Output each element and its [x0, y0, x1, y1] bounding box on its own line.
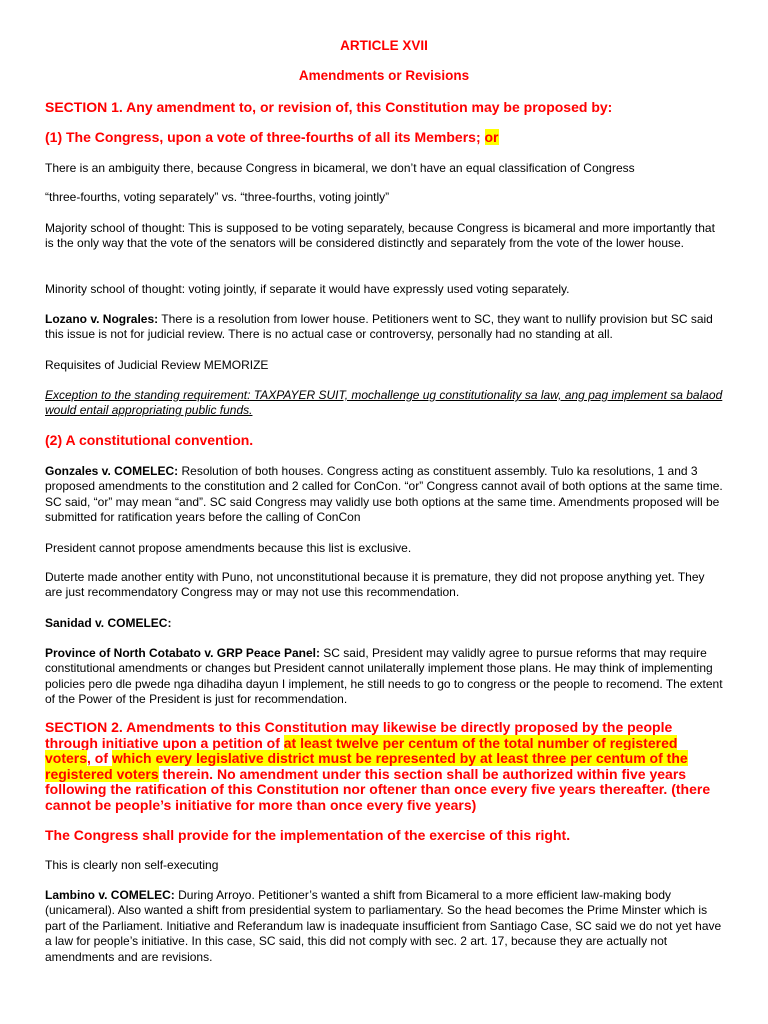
case-name: Province of North Cotabato v. GRP Peace Panel: — [45, 646, 320, 660]
paragraph-president: President cannot propose amendments because this list is exclusive. — [45, 541, 412, 555]
section2-heading — [45, 720, 723, 814]
item2-heading: (2) A constitutional convention. — [45, 432, 254, 448]
case-text: Resolution of both houses. Congress acting as constituent assembly. Tulo ka resolutions, 1 and 3 proposed amendments to the constitution and 2 called for ConCon. “or” Congress cannot avail of both options at the same time. SC said, “or” may mean “and”. SC said Congress may validly use both options at the same time. Amendments proposed will be submitted for ratification years before the calling of ConCon — [45, 464, 723, 525]
item1-text: (1) The Congress, upon a vote of three-fourths of all its Members; — [45, 129, 485, 145]
case-text: SC said, President may validly agree to pursue reforms that may require constitutional amendments or changes but President cannot unilaterally implement those plans. He may think of implementing policies pero dle pwede nga dihadiha dayun I implement, he still needs to go to congress or the people to recomend. The extent of the Power of the President is just for recommendation. — [45, 646, 723, 707]
case-lozano — [45, 312, 723, 343]
case-name: Lozano v. Nograles: — [45, 312, 159, 326]
paragraph-duterte: Duterte made another entity with Puno, not unconstitutional because it is premature, they did not propose anything yet. They are just recommendatory Congress may or may not use this recommendation. — [45, 570, 705, 600]
case-text: During Arroyo. Petitioner’s wanted a shift from Bicameral to a more efficient law-making body (unicameral). Also wanted a shift from presidential system to parliamentary. So the head becomes the Prime Minster which is part of the Parliament. Initiative and Referandum law is inadequate insufficient from Santiago Case, SC said we do not yet have a law for people’s initiative. In this case, SC said, this did not comply with sec. 2 art. 17, because they are actually not amendments and are revisions. — [45, 888, 722, 964]
item1-or-highlight: or — [484, 129, 499, 145]
paragraph-nonself: This is clearly non self-executing — [45, 858, 219, 872]
paragraph-minority: Minority school of thought: voting jointly, if separate it would have expressly used voting separately. — [45, 282, 570, 296]
case-gonzales — [45, 464, 723, 526]
item1-heading — [45, 129, 723, 145]
case-cotabato — [45, 646, 723, 708]
case-name: Lambino v. COMELEC: — [45, 888, 175, 902]
paragraph-majority: Majority school of thought: This is supposed to be voting separately, because Congress is bicameral and more importantly that is the only way that the vote of the senators will be considered distinctly and separately from the vote of the lower house. — [45, 221, 715, 251]
paragraph-requisites: Requisites of Judicial Review MEMORIZE — [45, 358, 269, 372]
case-name: Gonzales v. COMELEC: — [45, 464, 179, 478]
paragraph-ambiguity: There is an ambiguity there, because Congress in bicameral, we don’t have an equal classification of Congress — [45, 161, 635, 175]
section1-heading: SECTION 1. Any amendment to, or revision of, this Constitution may be proposed by: — [45, 99, 613, 115]
article-title: ARTICLE XVII — [340, 38, 428, 53]
case-text: There is a resolution from lower house. Petitioners went to SC, they want to nullify provision but SC said this issue is not for judicial review. There is no actual case or controversy, personally had no standing at all. — [45, 312, 713, 342]
case-sanidad: Sanidad v. COMELEC: — [45, 616, 172, 630]
section2-part2: , of — [87, 750, 112, 767]
section2-part3: therein. No amendment under this section shall be authorized within five years following the ratification of this Constitution nor oftener than once every five years thereafter. (there cannot be people’s initiative for more than once every five years) — [45, 765, 711, 813]
section2-part1: SECTION 2. Amendments to this Constitution may likewise be directly proposed by the people through initiative upon a petition of — [45, 719, 673, 751]
paragraph-quotes: “three-fourths, voting separately” vs. “three-fourths, voting jointly” — [45, 190, 390, 204]
congress-provide-heading: The Congress shall provide for the implementation of the exercise of this right. — [45, 827, 571, 843]
section2-highlight2: which every legislative district must be represented by at least three per centum of the registered voters — [45, 750, 688, 782]
paragraph-exception: Exception to the standing requirement: TAXPAYER SUIT, mochallenge ug constitutionality sa law, ang pag implement sa balaod would entail appropriating public funds. — [45, 388, 723, 418]
article-subtitle: Amendments or Revisions — [298, 68, 470, 83]
case-lambino — [45, 888, 723, 965]
section2-highlight1: at least twelve per centum of the total number of registered voters — [45, 734, 678, 767]
